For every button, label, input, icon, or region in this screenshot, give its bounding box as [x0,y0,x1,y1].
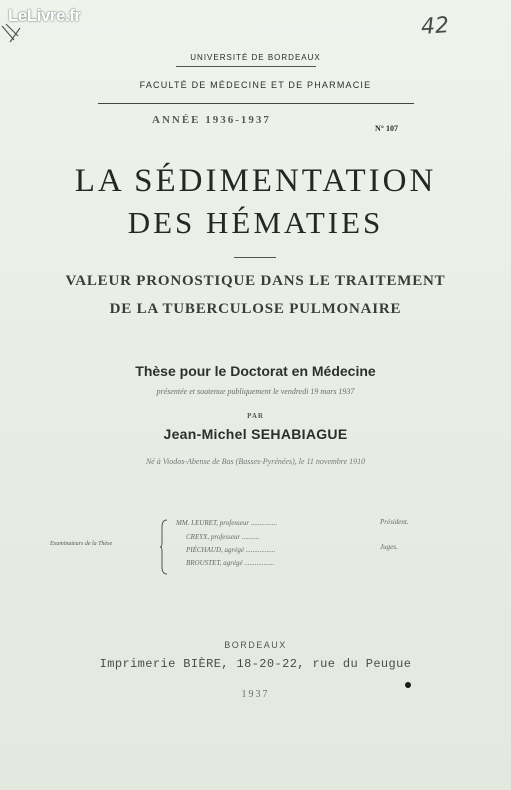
author-name: Jean-Michel SEHABIAGUE [163,426,348,442]
jury-member: BROUSTET, agrégé ................. [186,559,275,567]
divider [176,66,316,67]
subtitle-line-1: VALEUR PRONOSTIQUE DANS LE TRAITEMENT [65,273,446,289]
title-line-1: LA SÉDIMENTATION [74,163,437,199]
thesis-number: N° 107 [375,124,398,133]
presentation-line: présentée et soutenue publiquement le vendredi 19 mars 1937 [156,387,355,396]
president-label: Président. [380,518,409,526]
divider [98,103,414,104]
handwritten-number: 42 [420,13,450,40]
ink-dot [405,682,411,688]
jury-member: PIÉCHAUD, agrégé ................. [186,546,276,554]
thesis-heading: Thèse pour le Doctorat en Médecine [135,363,376,379]
divider [234,257,276,258]
subtitle-line-2: DE LA TUBERCULOSE PULMONAIRE [109,301,402,317]
jury-member: MM. LEURET, professeur ............... [176,519,278,527]
watermark: LeLivre.fr [8,6,81,25]
by-label: PAR [247,412,264,420]
birth-line: Né à Viodos-Abense de Bas (Basses-Pyrénées), le 11 novembre 1910 [145,457,366,466]
academic-year: ANNÉE 1936-1937 [152,114,271,126]
faculty-name: FACULTÉ DE MÉDECINE ET DE PHARMACIE [139,80,372,90]
university-name: UNIVERSITÉ DE BORDEAUX [190,53,321,62]
juges-label: Juges. [380,543,398,551]
title-line-2: DES HÉMATIES [127,205,384,240]
jury-member: CREYX, professeur .......... [186,533,260,541]
publication-year: 1937 [241,689,270,700]
printer-line: Imprimerie BIÈRE, 18-20-22, rue du Peugue [99,657,412,671]
jury-label: Examinateurs de la Thèse [50,541,113,547]
publisher-city: BORDEAUX [224,640,287,650]
corner-scribble-icon [0,22,22,44]
brace-icon [160,519,168,575]
